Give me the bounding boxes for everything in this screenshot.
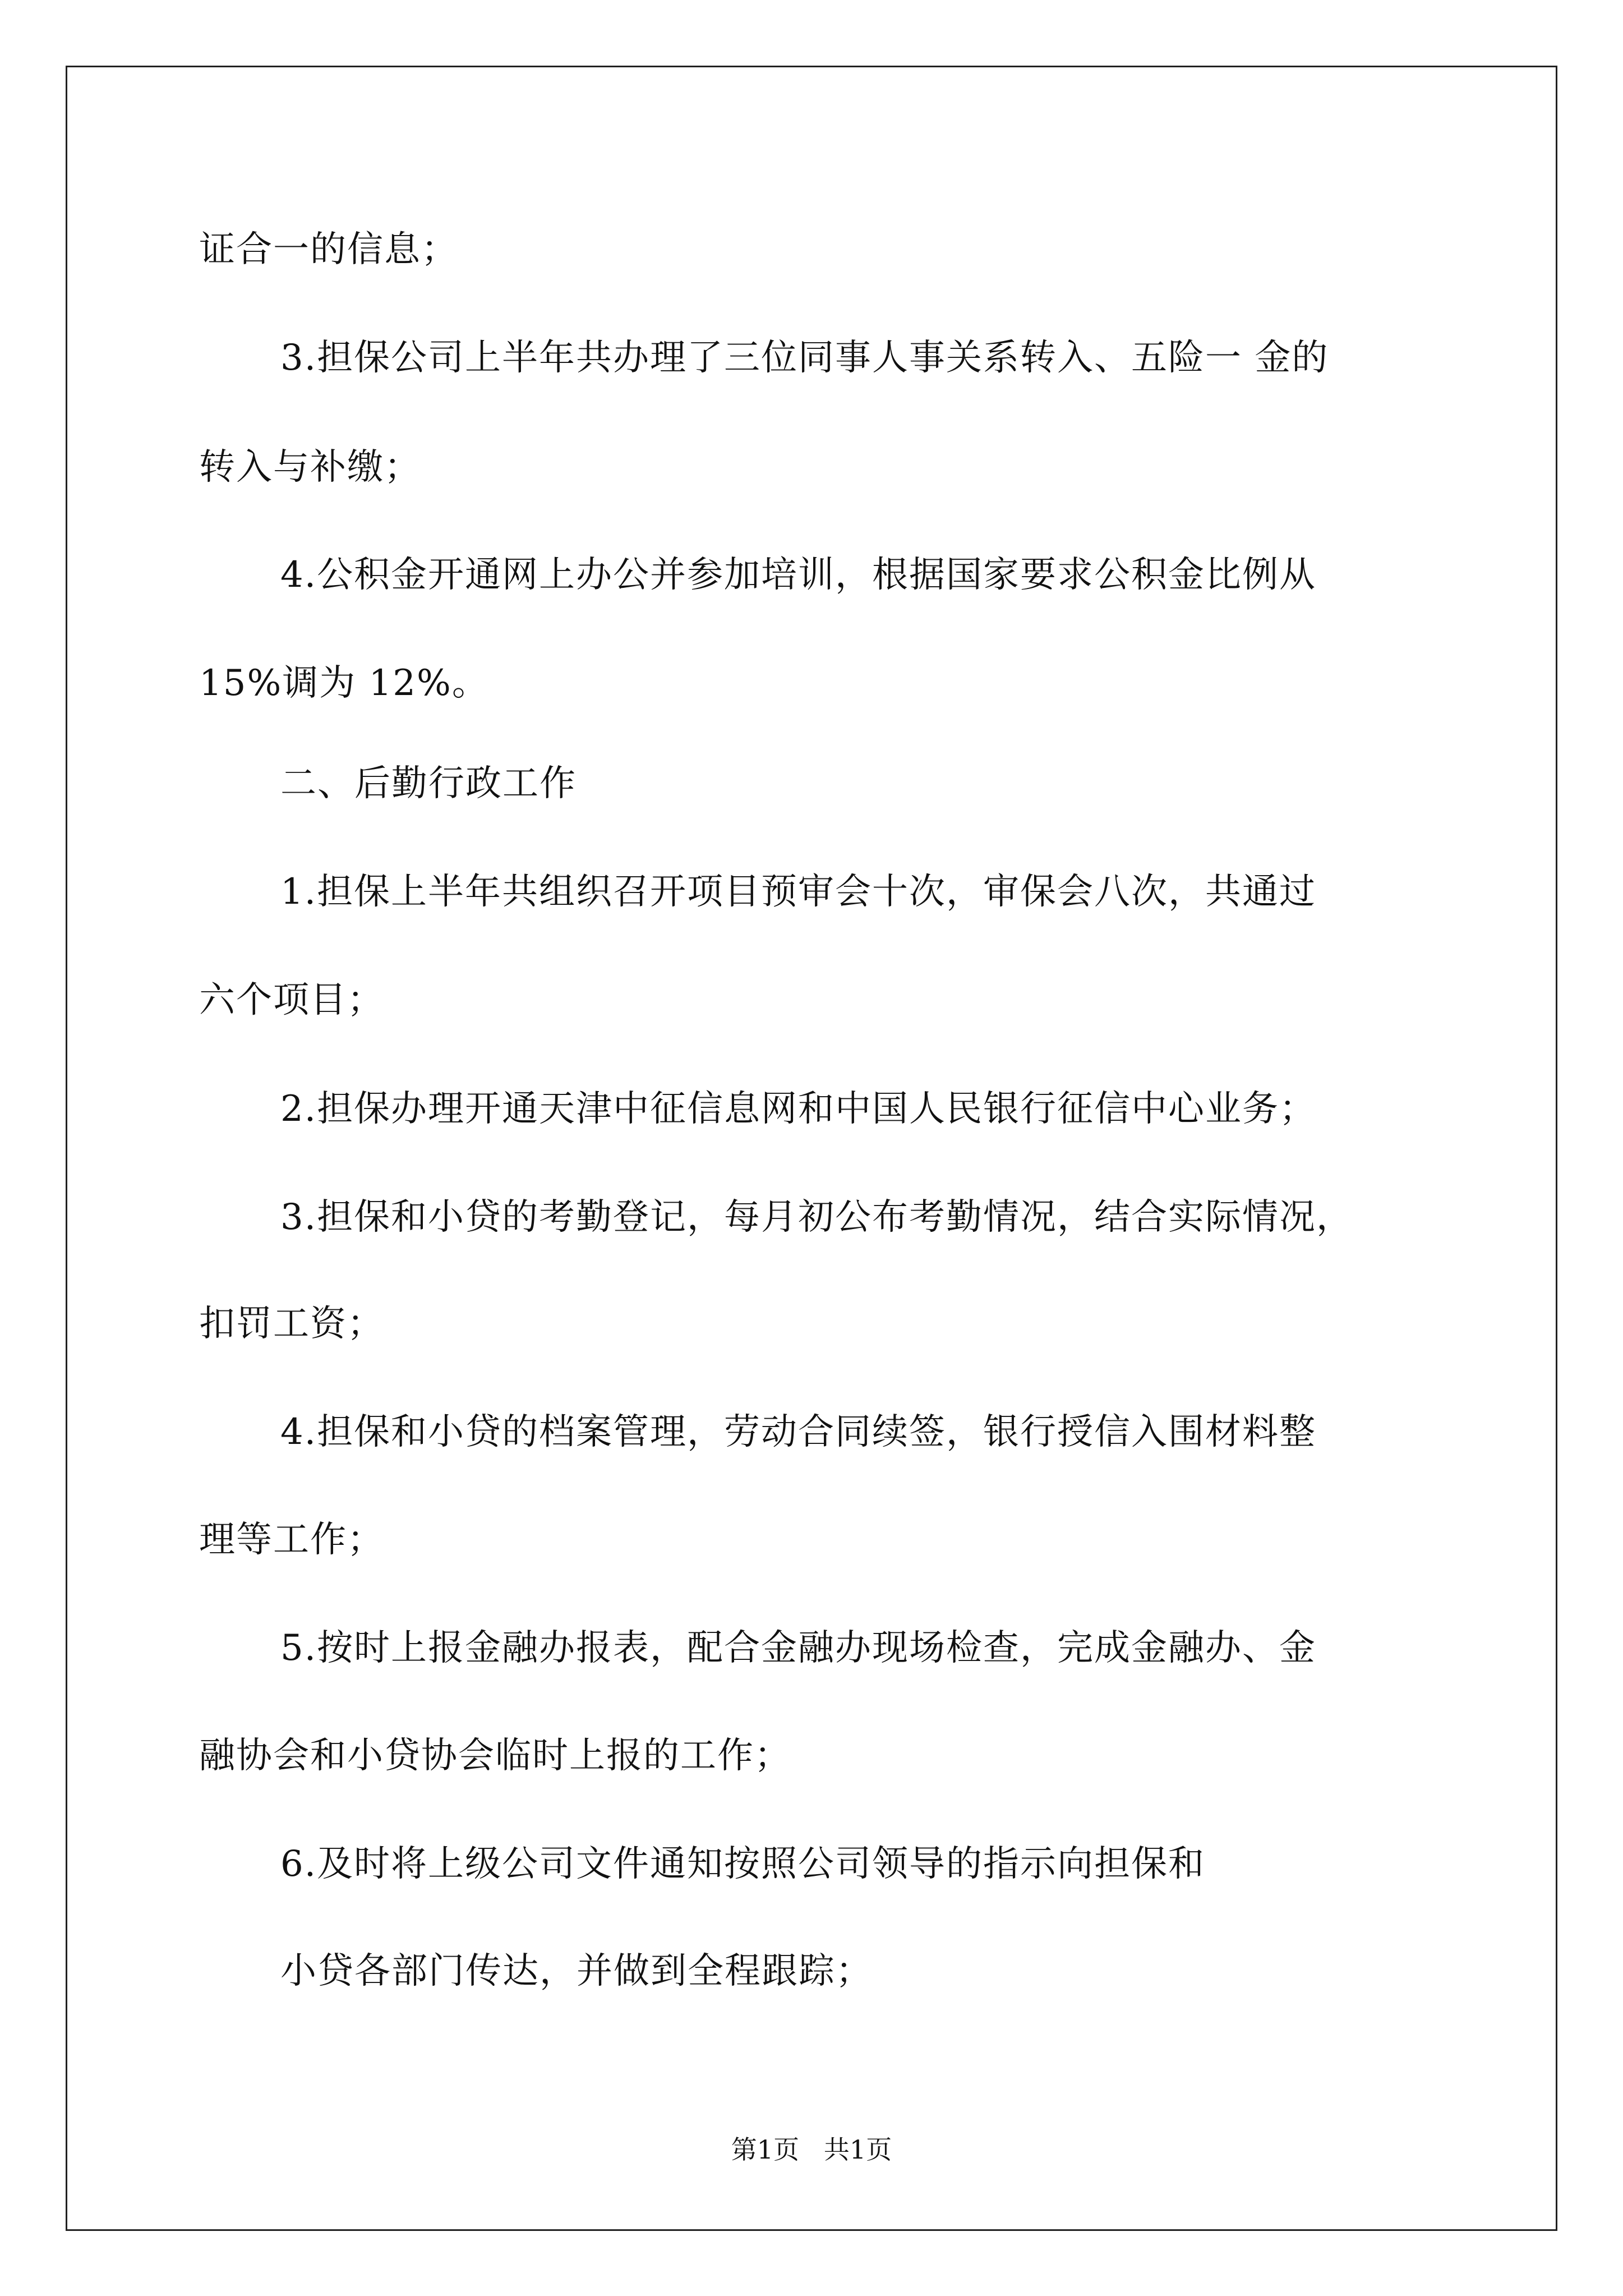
text-line: 扣罚工资； xyxy=(199,1303,384,1345)
text-line: 3.担保和小贷的考勤登记，每月初公布考勤情况，结合实际情况， xyxy=(280,1197,1354,1238)
text-line: 1.担保上半年共组织召开项目预审会十次，审保会八次，共通过 xyxy=(280,871,1317,913)
section-heading: 二、后勤行政工作 xyxy=(280,763,577,804)
text-line: 六个项目； xyxy=(199,979,384,1021)
text-line: 15%调为 12%。 xyxy=(199,662,489,704)
text-line: 3.担保公司上半年共办理了三位同事人事关系转入、五险一 金的 xyxy=(280,337,1329,379)
text-line: 小贷各部门传达，并做到全程跟踪； xyxy=(280,1950,873,1992)
text-line: 5.按时上报金融办报表，配合金融办现场检查，完成金融办、金 xyxy=(280,1627,1317,1669)
text-line: 转入与补缴； xyxy=(199,447,421,488)
text-line: 4.公积金开通网上办公并参加培训，根据国家要求公积金比例从 xyxy=(280,554,1317,596)
page-border xyxy=(66,66,1557,2231)
text-line: 6.及时将上级公司文件通知按照公司领导的指示向担保和 xyxy=(280,1843,1206,1885)
text-line: 2.担保办理开通天津中征信息网和中国人民银行征信中心业务； xyxy=(280,1088,1317,1130)
text-line: 证合一的信息； xyxy=(199,229,458,270)
text-line: 4.担保和小贷的档案管理，劳动合同续签，银行授信入围材料整 xyxy=(280,1411,1317,1453)
text-line: 理等工作； xyxy=(199,1519,384,1561)
text-line: 融协会和小贷协会临时上报的工作； xyxy=(199,1735,791,1777)
page-footer: 第1页 共1页 xyxy=(731,2134,892,2165)
